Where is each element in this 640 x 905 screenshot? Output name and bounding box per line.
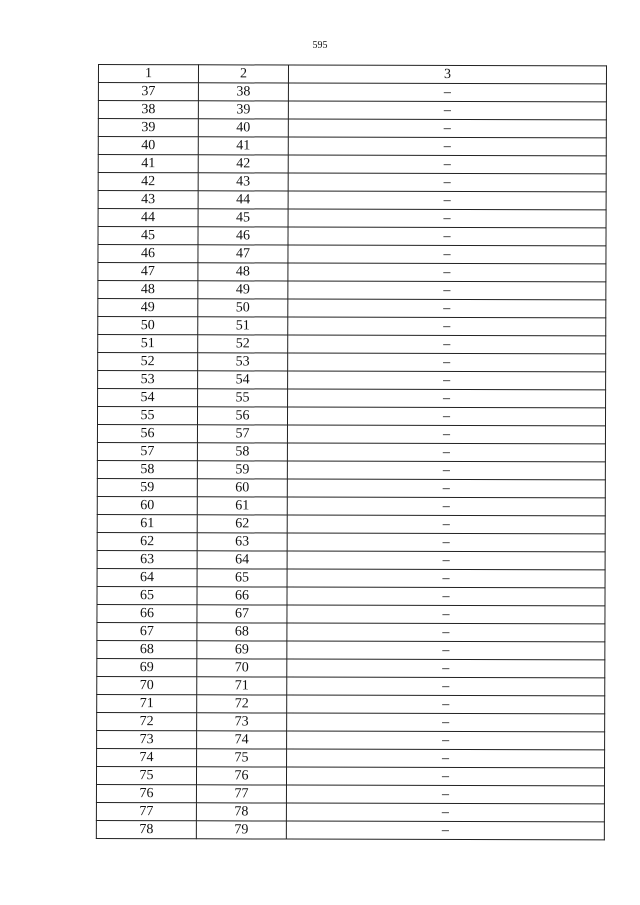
table-cell-col-2: 43 <box>198 173 288 191</box>
table-cell-col-3: – <box>287 551 605 570</box>
table-cell-col-3: – <box>288 83 606 102</box>
table-cell-col-3: – <box>288 353 606 372</box>
table-cell-col-1: 38 <box>98 101 198 119</box>
table-cell-col-2: 49 <box>198 281 288 299</box>
table-cell-col-3: – <box>287 479 605 498</box>
table-row <box>97 460 605 479</box>
table-row <box>97 514 605 533</box>
table-cell-col-2: 67 <box>197 605 287 623</box>
table-cell-col-2: 64 <box>197 551 287 569</box>
table-cell-col-1: 53 <box>98 371 198 389</box>
table-cell-col-1: 62 <box>97 532 197 550</box>
table-cell-col-1: 39 <box>98 119 198 137</box>
table-cell-col-2: 71 <box>197 677 287 695</box>
table-row <box>97 568 605 587</box>
table-cell-col-3: – <box>287 569 605 588</box>
column-header-1: 1 <box>98 65 198 83</box>
column-header-2: 2 <box>198 65 288 83</box>
table-cell-col-3: – <box>288 119 606 138</box>
table-cell-col-1: 60 <box>97 496 197 514</box>
table-row <box>97 478 605 497</box>
table-row <box>97 748 605 767</box>
table-cell-col-3: – <box>287 407 605 426</box>
table-cell-col-1: 47 <box>98 263 198 281</box>
table-row <box>96 820 604 839</box>
table-cell-col-1: 61 <box>97 514 197 532</box>
table-cell-col-2: 73 <box>197 713 287 731</box>
table-cell-col-1: 68 <box>97 640 197 658</box>
table-row <box>98 173 606 192</box>
table-row <box>98 245 606 264</box>
table-row <box>98 119 606 138</box>
table-cell-col-2: 58 <box>197 443 287 461</box>
table-row <box>97 425 605 444</box>
table-cell-col-2: 41 <box>198 137 288 155</box>
table-cell-col-1: 40 <box>98 137 198 155</box>
table-cell-col-3: – <box>287 515 605 534</box>
table-cell-col-3: – <box>288 101 606 120</box>
table-cell-col-1: 63 <box>97 550 197 568</box>
table-cell-col-1: 50 <box>98 317 198 335</box>
table-cell-col-2: 69 <box>197 641 287 659</box>
table-cell-col-3: – <box>288 371 606 390</box>
table-cell-col-3: – <box>287 677 605 696</box>
table-cell-col-2: 44 <box>198 191 288 209</box>
table-cell-col-3: – <box>288 263 606 282</box>
table-row <box>98 317 606 336</box>
table-row <box>97 442 605 461</box>
table-row <box>98 191 606 210</box>
table-row <box>96 766 604 785</box>
column-header-3: 3 <box>288 65 606 84</box>
table-cell-col-3: – <box>287 731 605 750</box>
table-cell-col-3: – <box>288 281 606 300</box>
table-cell-col-3: – <box>287 659 605 678</box>
table-cell-col-2: 61 <box>197 497 287 515</box>
table-cell-col-3: – <box>288 191 606 210</box>
table-cell-col-2: 57 <box>197 425 287 443</box>
table-cell-col-1: 67 <box>97 622 197 640</box>
table-cell-col-3: – <box>287 641 605 660</box>
table-cell-col-2: 51 <box>198 317 288 335</box>
table-cell-col-2: 38 <box>198 83 288 101</box>
table-cell-col-3: – <box>287 713 605 732</box>
table-cell-col-2: 65 <box>197 569 287 587</box>
table-row <box>96 784 604 803</box>
table-cell-col-1: 48 <box>98 281 198 299</box>
table-row <box>97 640 605 659</box>
table-row <box>97 496 605 515</box>
table-row <box>98 299 606 318</box>
table-cell-col-3: – <box>287 587 605 606</box>
table-cell-col-2: 76 <box>196 767 286 785</box>
page-number: 595 <box>312 40 328 51</box>
table-row <box>97 604 605 623</box>
data-table <box>96 64 607 840</box>
table-cell-col-3: – <box>287 425 605 444</box>
table-cell-col-3: – <box>287 497 605 516</box>
table-cell-col-3: – <box>287 749 605 768</box>
table-row <box>97 730 605 749</box>
table-row <box>98 281 606 300</box>
table-cell-col-1: 64 <box>97 568 197 586</box>
table-cell-col-1: 55 <box>97 407 197 425</box>
table-cell-col-2: 70 <box>197 659 287 677</box>
table-cell-col-3: – <box>288 155 606 174</box>
table-cell-col-2: 72 <box>197 695 287 713</box>
table-cell-col-2: 45 <box>198 209 288 227</box>
table-cell-col-2: 68 <box>197 623 287 641</box>
table-cell-col-1: 57 <box>97 442 197 460</box>
table-header <box>98 65 606 84</box>
table-cell-col-2: 55 <box>198 389 288 407</box>
table-cell-col-1: 76 <box>96 784 196 802</box>
table-row <box>98 137 606 156</box>
table-cell-col-1: 37 <box>98 83 198 101</box>
table-cell-col-2: 59 <box>197 461 287 479</box>
table-cell-col-3: – <box>286 767 604 786</box>
table-cell-col-2: 63 <box>197 533 287 551</box>
table-cell-col-1: 71 <box>97 694 197 712</box>
table-cell-col-2: 79 <box>196 821 286 839</box>
table-body <box>96 83 606 840</box>
table-cell-col-2: 52 <box>198 335 288 353</box>
table-row <box>98 263 606 282</box>
table-cell-col-1: 56 <box>97 425 197 443</box>
table-cell-col-3: – <box>286 785 604 804</box>
table-cell-col-1: 70 <box>97 676 197 694</box>
table-row <box>97 694 605 713</box>
table-cell-col-3: – <box>288 299 606 318</box>
table-cell-col-1: 74 <box>97 748 197 766</box>
table-cell-col-1: 65 <box>97 586 197 604</box>
table-row <box>97 712 605 731</box>
table-cell-col-2: 66 <box>197 587 287 605</box>
table-cell-col-2: 39 <box>198 101 288 119</box>
table-cell-col-3: – <box>287 605 605 624</box>
table-cell-col-3: – <box>288 245 606 264</box>
table-row <box>97 532 605 551</box>
table-cell-col-1: 78 <box>96 820 196 838</box>
table-cell-col-1: 72 <box>97 712 197 730</box>
table-cell-col-1: 46 <box>98 245 198 263</box>
table-cell-col-3: – <box>287 443 605 462</box>
table-cell-col-1: 75 <box>96 766 196 784</box>
table-row <box>98 335 606 354</box>
table-row <box>98 371 606 390</box>
table-cell-col-1: 43 <box>98 191 198 209</box>
table-row <box>97 622 605 641</box>
table-cell-col-2: 46 <box>198 227 288 245</box>
table-cell-col-1: 59 <box>97 478 197 496</box>
table-cell-col-1: 49 <box>98 299 198 317</box>
table-row <box>98 101 606 120</box>
table-cell-col-1: 45 <box>98 227 198 245</box>
table-cell-col-1: 66 <box>97 604 197 622</box>
table-row <box>97 407 605 426</box>
table-cell-col-2: 62 <box>197 515 287 533</box>
table-cell-col-1: 41 <box>98 155 198 173</box>
table-cell-col-2: 74 <box>197 731 287 749</box>
table-cell-col-2: 78 <box>196 803 286 821</box>
table-row <box>98 353 606 372</box>
table-row <box>97 658 605 677</box>
table-cell-col-3: – <box>288 335 606 354</box>
table-cell-col-3: – <box>286 821 604 840</box>
table-row <box>98 83 606 102</box>
table-cell-col-3: – <box>288 389 606 408</box>
table-cell-col-3: – <box>286 803 604 822</box>
table-row <box>97 586 605 605</box>
table-row <box>97 550 605 569</box>
table-cell-col-1: 52 <box>98 353 198 371</box>
table-cell-col-3: – <box>288 209 606 228</box>
table-cell-col-1: 44 <box>98 209 198 227</box>
table-cell-col-3: – <box>287 461 605 480</box>
table-cell-col-3: – <box>287 695 605 714</box>
table-cell-col-2: 60 <box>197 479 287 497</box>
table-cell-col-3: – <box>288 317 606 336</box>
table-cell-col-1: 42 <box>98 173 198 191</box>
table-cell-col-2: 53 <box>198 353 288 371</box>
table-cell-col-3: – <box>287 533 605 552</box>
table-cell-col-2: 54 <box>198 371 288 389</box>
table-cell-col-3: – <box>287 623 605 642</box>
table-cell-col-2: 40 <box>198 119 288 137</box>
table-cell-col-3: – <box>288 173 606 192</box>
table-cell-col-1: 73 <box>97 730 197 748</box>
table-cell-col-1: 69 <box>97 658 197 676</box>
table-cell-col-1: 58 <box>97 460 197 478</box>
table-cell-col-2: 56 <box>197 407 287 425</box>
table-cell-col-1: 54 <box>98 389 198 407</box>
table-row <box>98 227 606 246</box>
table-row <box>98 155 606 174</box>
table-cell-col-2: 75 <box>197 749 287 767</box>
table-row <box>96 802 604 821</box>
table-row <box>97 676 605 695</box>
table-cell-col-1: 51 <box>98 335 198 353</box>
table-cell-col-3: – <box>288 227 606 246</box>
table-cell-col-2: 50 <box>198 299 288 317</box>
table-cell-col-2: 77 <box>196 785 286 803</box>
table-cell-col-2: 42 <box>198 155 288 173</box>
header-row <box>98 65 606 84</box>
table-cell-col-3: – <box>288 137 606 156</box>
table-row <box>98 389 606 408</box>
table-cell-col-1: 77 <box>96 802 196 820</box>
table-cell-col-2: 47 <box>198 245 288 263</box>
table-row <box>98 209 606 228</box>
table-cell-col-2: 48 <box>198 263 288 281</box>
